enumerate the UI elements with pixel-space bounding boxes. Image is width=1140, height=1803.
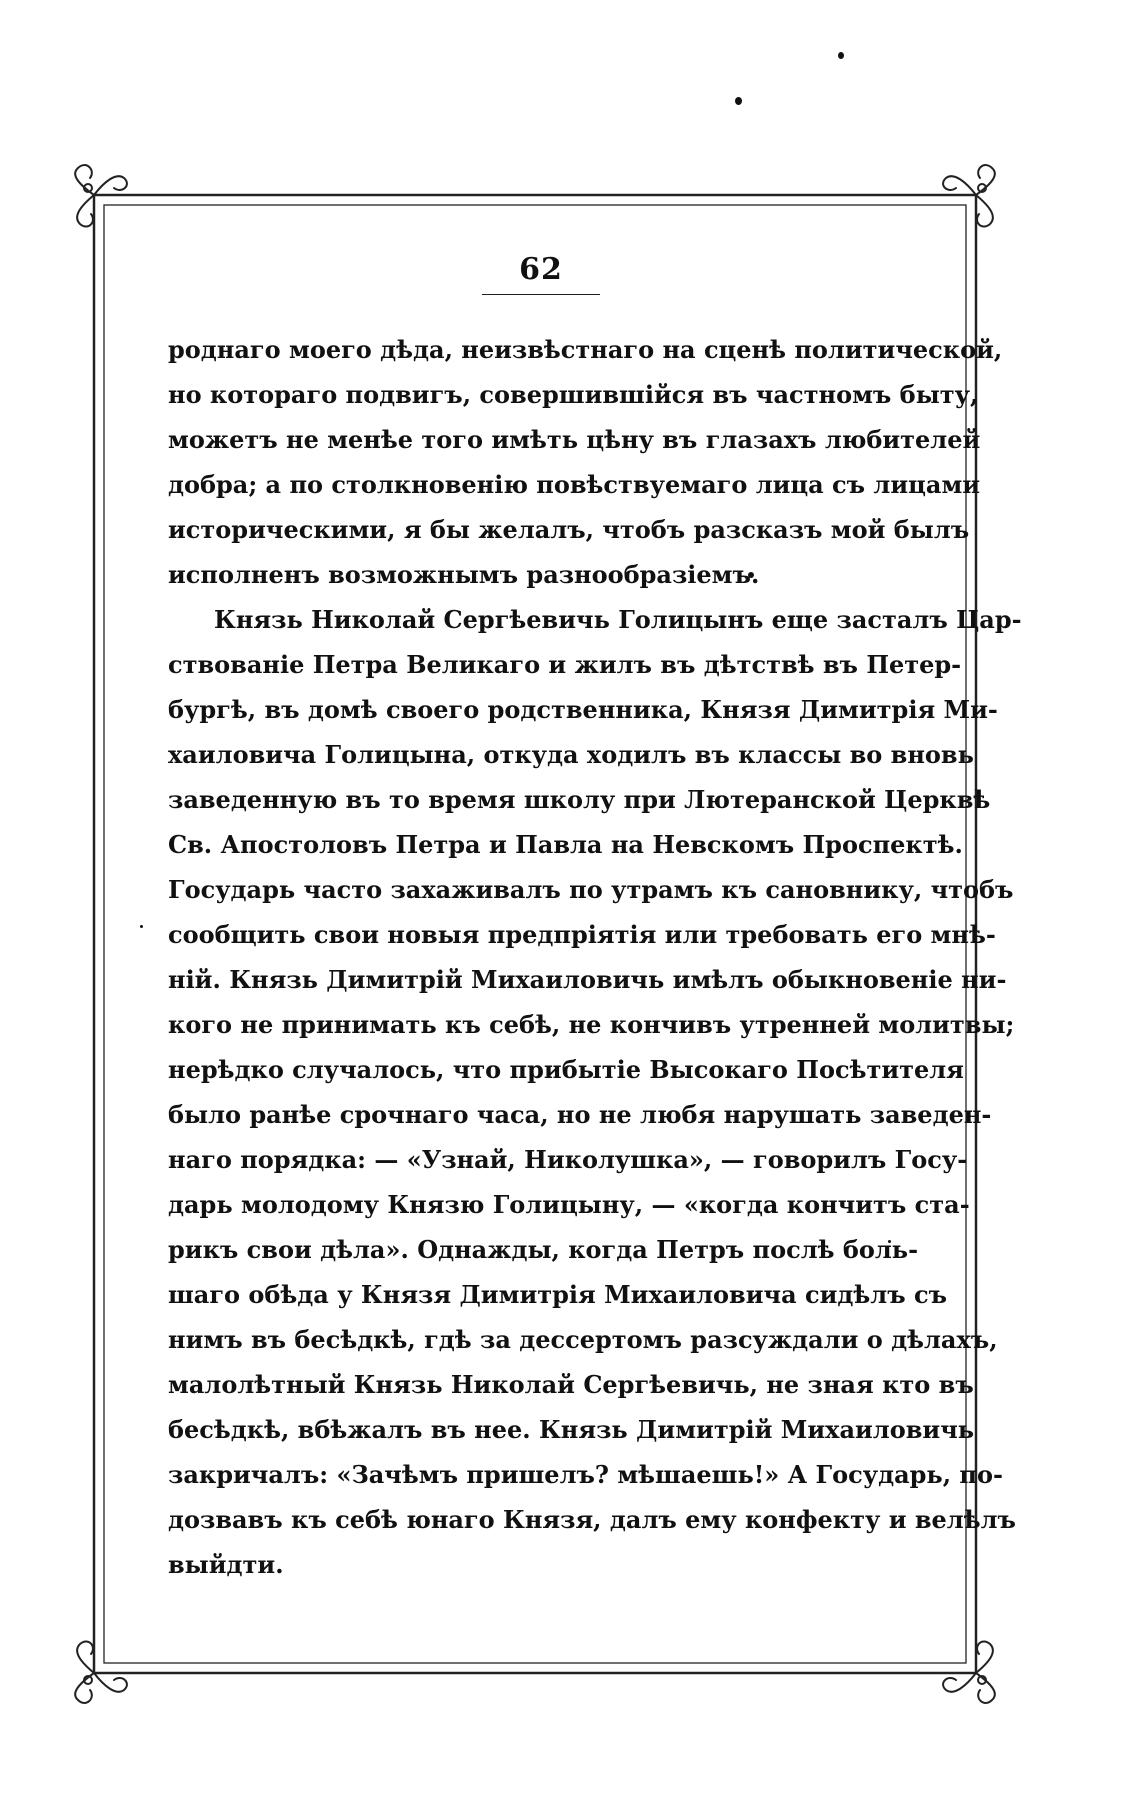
text-line: заведенную въ то время школу при Лютеранской Церквѣ: [168, 785, 991, 814]
text-line: было ранѣе срочнаго часа, но не любя нарушать заведен-: [168, 1100, 992, 1129]
text-line: исполненъ возможнымъ разнообразіемъ.: [168, 560, 760, 589]
text-line: но котораго подвигъ, совершившійся въ частномъ быту,: [168, 380, 979, 409]
text-line: ній. Князь Димитрій Михаиловичь имѣлъ обыкновеніе ни-: [168, 965, 1007, 994]
text-line: Св. Апостоловъ Петра и Павла на Невскомъ Проспектѣ.: [168, 830, 963, 859]
text-line: добра; а по столкновенію повѣствуемаго лица съ лицами: [168, 470, 981, 499]
text-line: кого не принимать къ себѣ, не кончивъ утренней молитвы;: [168, 1010, 1015, 1039]
text-line: рикъ свои дѣла». Однажды, когда Петръ послѣ боль-: [168, 1235, 919, 1264]
body-text: [168, 327, 1022, 1587]
text-line: можетъ не менѣе того имѣть цѣну въ глазахъ любителей: [168, 425, 981, 454]
text-line: Князь Николай Сергѣевичь Голицынъ еще засталъ Цар-: [214, 605, 1022, 634]
text-line: шаго обѣда у Князя Димитрія Михаиловича сидѣлъ съ: [168, 1280, 948, 1309]
text-line: малолѣтный Князь Николай Сергѣевичь, не зная кто въ: [168, 1370, 974, 1399]
page-number: 62: [519, 252, 563, 287]
text-line: хаиловича Голицына, откуда ходилъ въ классы во вновь: [168, 740, 974, 769]
text-line: дозвавъ къ себѣ юнаго Князя, далъ ему конфекту и велѣлъ: [168, 1505, 1016, 1534]
text-line: Государь часто захаживалъ по утрамъ къ сановнику, чтобъ: [168, 875, 1014, 904]
page-number-rule: [482, 294, 600, 295]
text-line: бургѣ, въ домѣ своего родственника, Князя Димитрія Ми-: [168, 695, 998, 724]
ink-speck: [140, 925, 143, 928]
text-line: нерѣдко случалось, что прибытіе Высокаго Посѣтителя: [168, 1055, 964, 1084]
text-line: роднаго моего дѣда, неизвѣстнаго на сценѣ политической,: [168, 335, 1003, 364]
text-line: сообщить свои новыя предпріятія или требовать его мнѣ-: [168, 920, 996, 949]
text-line: дарь молодому Князю Голицыну, — «когда кончитъ ста-: [168, 1190, 970, 1219]
text-line: ствованіе Петра Великаго и жилъ въ дѣтствѣ въ Петер-: [168, 650, 962, 679]
text-line: выйдти.: [168, 1550, 284, 1579]
text-line: наго порядка: — «Узнай, Николушка», — говорилъ Госу-: [168, 1145, 968, 1174]
ink-speck: [735, 97, 742, 105]
ink-speck: [838, 52, 844, 59]
text-line: историческими, я бы желалъ, чтобъ разсказъ мой былъ: [168, 515, 970, 544]
text-line: закричалъ: «Зачѣмъ пришелъ? мѣшаешь!» А Государь, по-: [168, 1460, 1003, 1489]
text-line: нимъ въ бесѣдкѣ, гдѣ за дессертомъ разсуждали о дѣлахъ,: [168, 1325, 998, 1354]
text-line: бесѣдкѣ, вбѣжалъ въ нее. Князь Димитрій Михаиловичь: [168, 1415, 975, 1444]
